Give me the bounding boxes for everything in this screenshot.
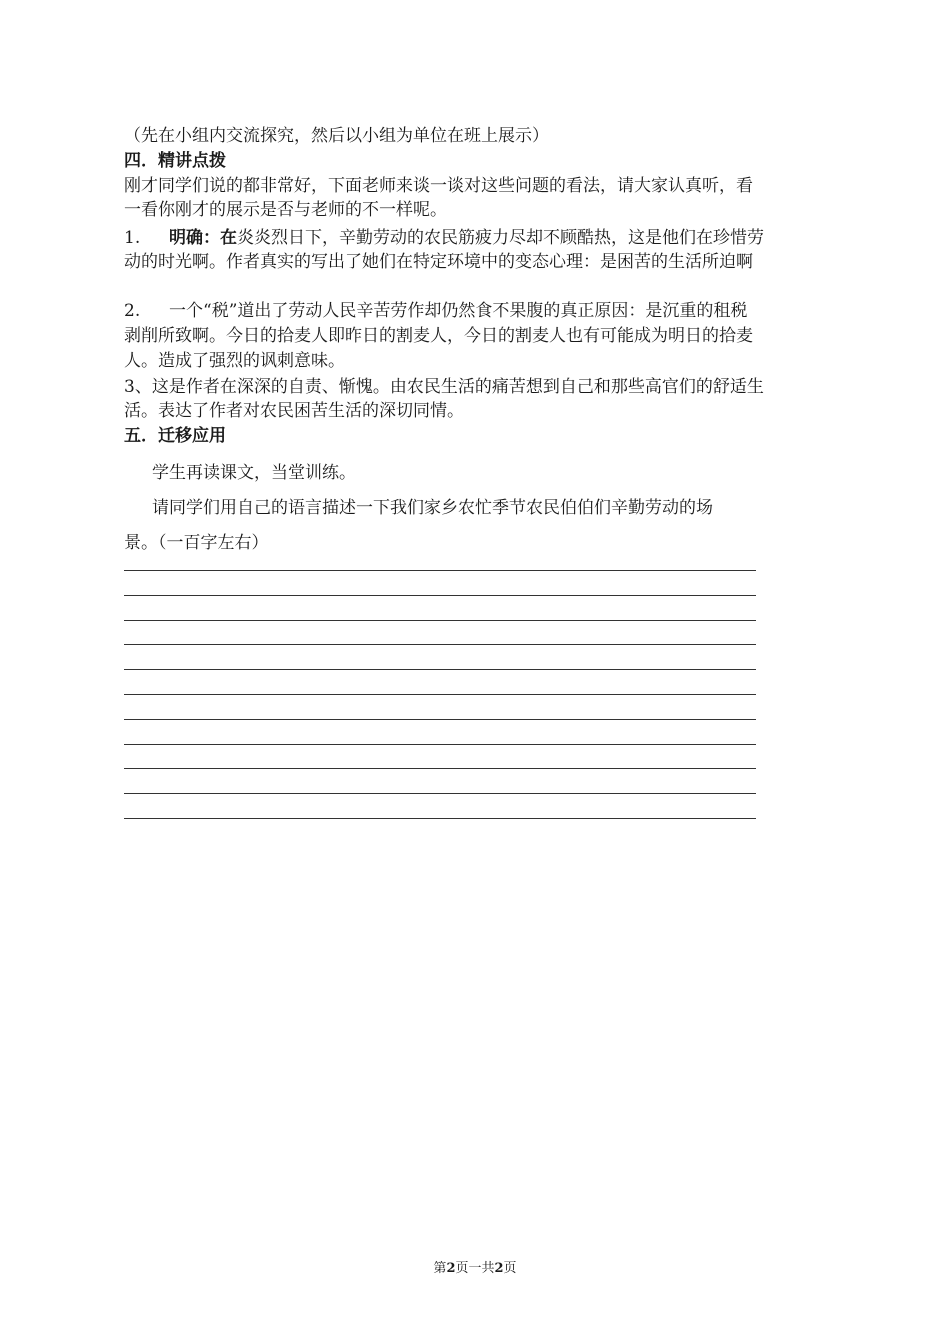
item1-line1 xyxy=(124,227,764,249)
writing-line xyxy=(124,744,756,745)
item2-line1-text: 一个“税”道出了劳动人民辛苦劳作却仍然食不果腹的真正原因：是沉重的租税 xyxy=(169,301,748,321)
section4-intro-line1: 刚才同学们说的都非常好，下面老师来谈一谈对这些问题的看法，请大家认真听，看 xyxy=(124,176,753,196)
writing-line xyxy=(124,818,756,819)
footer-suffix: 页 xyxy=(503,1261,517,1276)
writing-line xyxy=(124,595,756,596)
section4-intro-line2: 一看你刚才的展示是否与老师的不一样呢。 xyxy=(124,200,447,220)
writing-line xyxy=(124,719,756,720)
item2-line2: 剥削所致啊。今日的拾麦人即昨日的割麦人，今日的割麦人也有可能成为明日的拾麦 xyxy=(124,326,753,346)
page-footer xyxy=(0,1257,950,1276)
writing-line xyxy=(124,644,756,645)
writing-line xyxy=(124,793,756,794)
footer-total-pages: 2 xyxy=(494,1261,504,1276)
item2-line3: 人。造成了强烈的讽刺意味。 xyxy=(124,351,345,371)
item1-label: 明确：在 xyxy=(169,228,238,248)
item2-number: 2. xyxy=(124,301,141,321)
intro-note: （先在小组内交流探究，然后以小组为单位在班上展示） xyxy=(124,126,549,146)
section5-para1: 学生再读课文，当堂训练。 xyxy=(152,463,356,483)
item1-line2: 动的时光啊。作者真实的写出了她们在特定环境中的变态心理：是困苦的生活所迫啊 xyxy=(124,252,753,272)
writing-line xyxy=(124,620,756,621)
item2-line1 xyxy=(124,300,747,322)
footer-middle: 页一共 xyxy=(455,1261,495,1276)
footer-prefix: 第 xyxy=(433,1261,447,1276)
writing-line xyxy=(124,570,756,571)
section5-para2-line2: 景。（一百字左右） xyxy=(124,533,269,553)
section4-heading: 四．精讲点拨 xyxy=(124,151,226,171)
item3-line2: 活。表达了作者对农民困苦生活的深切同情。 xyxy=(124,401,464,421)
item3-line1: 3、这是作者在深深的自责、惭愧。由农民生活的痛苦想到自己和那些高官们的舒适生 xyxy=(124,377,764,397)
writing-line xyxy=(124,694,756,695)
section5-heading: 五．迁移应用 xyxy=(124,426,226,446)
section5-para2-line1: 请同学们用自己的语言描述一下我们家乡农忙季节农民伯伯们辛勤劳动的场 xyxy=(152,498,713,518)
item1-line1-text: 炎炎烈日下，辛勤劳动的农民筋疲力尽却不顾酷热，这是他们在珍惜劳 xyxy=(237,228,765,248)
writing-line xyxy=(124,669,756,670)
writing-line xyxy=(124,768,756,769)
footer-page-number: 2 xyxy=(446,1261,456,1276)
item1-number: 1. xyxy=(124,228,141,248)
